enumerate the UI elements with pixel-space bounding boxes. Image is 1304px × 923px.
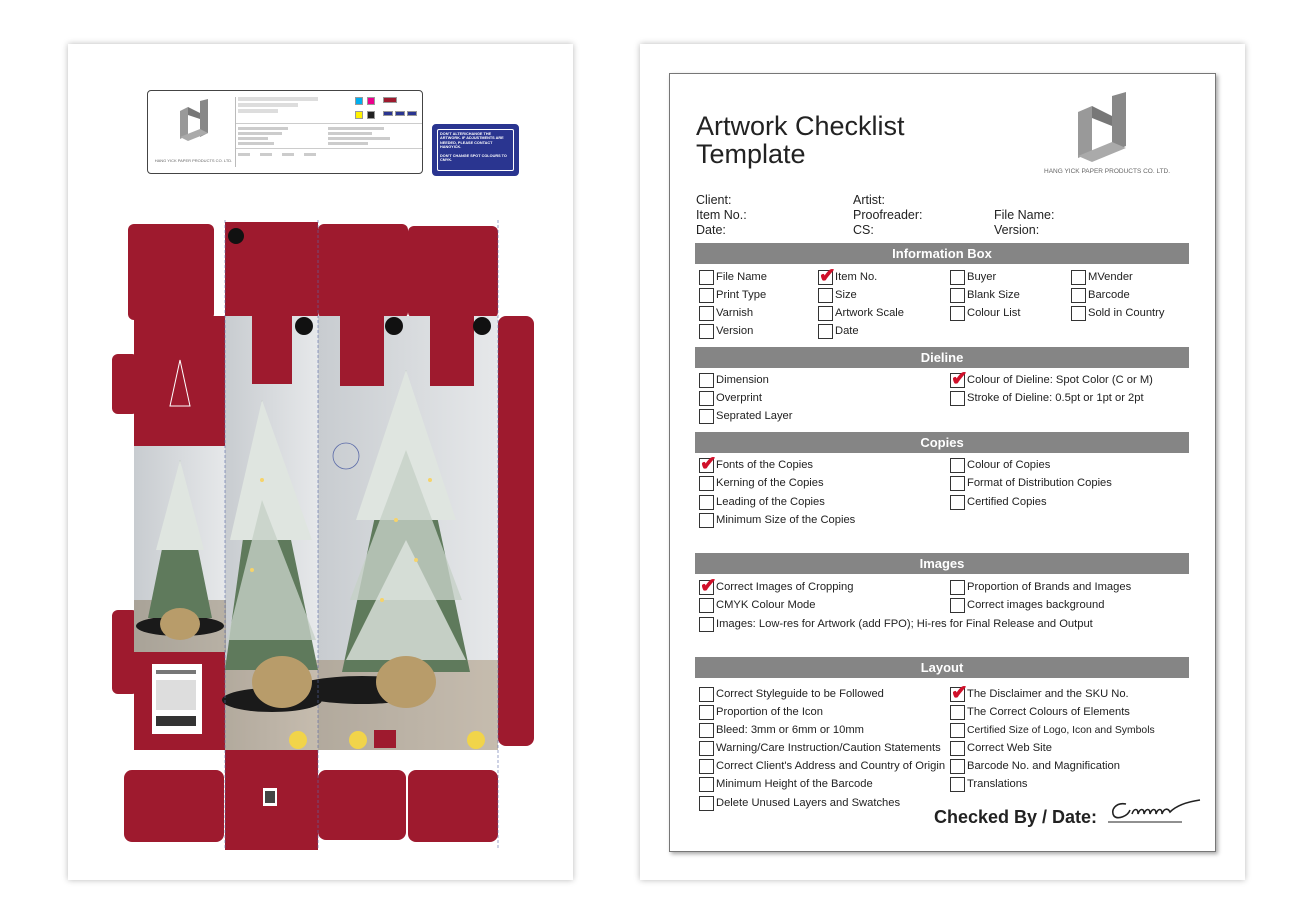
hang-tag-2: [340, 316, 384, 386]
check-label: Overprint: [716, 392, 763, 404]
checkbox[interactable]: [699, 598, 714, 613]
check-colour-of-copies[interactable]: [950, 457, 1050, 473]
check-label: Print Type: [716, 289, 767, 301]
bottom-flap-mid: [318, 770, 406, 840]
check-varnish[interactable]: [699, 305, 753, 321]
section-information-box: Information Box: [695, 243, 1189, 264]
side-panel-top: [134, 316, 226, 446]
check-label: Correct Web Site: [967, 742, 1052, 754]
checkbox[interactable]: [699, 687, 714, 702]
check-disclaimer-sku[interactable]: [950, 681, 1129, 704]
check-sold-in-country[interactable]: [1071, 305, 1165, 321]
checklist-document: [669, 73, 1216, 852]
check-label: The Correct Colours of Elements: [967, 706, 1130, 718]
check-label: Certified Copies: [967, 496, 1047, 508]
checkbox[interactable]: [950, 306, 965, 321]
top-flap-left: [128, 224, 214, 320]
checkbox[interactable]: [699, 306, 714, 321]
checkbox[interactable]: [699, 741, 714, 756]
cs-label: CS:: [853, 223, 874, 237]
job-details: [236, 123, 422, 149]
checkbox[interactable]: [950, 759, 965, 774]
check-mvender[interactable]: [1071, 269, 1133, 285]
check-label: The Disclaimer and the SKU No.: [967, 688, 1129, 700]
check-label: MVender: [1088, 271, 1133, 283]
check-label: Kerning of the Copies: [716, 477, 824, 489]
top-flap-right: [408, 226, 498, 318]
check-correct-web-site[interactable]: [950, 740, 1052, 756]
check-label: Blank Size: [967, 289, 1020, 301]
check-label: Certified Size of Logo, Icon and Symbols: [967, 724, 1155, 736]
checkbox[interactable]: [950, 367, 968, 390]
check-label: Version: [716, 325, 754, 337]
check-label: Leading of the Copies: [716, 496, 825, 508]
check-label: Format of Distribution Copies: [967, 477, 1112, 489]
checkbox[interactable]: [950, 391, 965, 406]
check-artwork-scale[interactable]: [818, 305, 904, 321]
check-label: Colour List: [967, 307, 1021, 319]
artwork-sheet: [68, 44, 573, 880]
section-copies: Copies: [695, 432, 1189, 453]
check-images-resolution[interactable]: [699, 616, 1093, 632]
check-file-name[interactable]: [699, 269, 767, 285]
bottom-flap-right: [408, 770, 498, 842]
check-overprint[interactable]: [699, 390, 762, 406]
check-minimum-height-barcode[interactable]: [699, 776, 873, 792]
check-barcode-magnification[interactable]: [950, 758, 1120, 774]
checkbox[interactable]: [1071, 306, 1086, 321]
artist-label: Artist:: [853, 193, 885, 207]
check-label: Size: [835, 289, 857, 301]
checkbox[interactable]: [818, 324, 833, 339]
check-warning-statements[interactable]: [699, 740, 941, 756]
checkbox[interactable]: [950, 495, 965, 510]
check-size[interactable]: [818, 287, 857, 303]
glue-flap: [498, 316, 534, 746]
check-certified-size-logo[interactable]: [950, 722, 1155, 738]
checkbox[interactable]: [950, 705, 965, 720]
checkbox[interactable]: [699, 495, 714, 510]
check-label: Proportion of the Icon: [716, 706, 823, 718]
logo-caption: HANG YICK PAPER PRODUCTS CO. LTD.: [1044, 168, 1171, 175]
checkbox[interactable]: [699, 796, 714, 811]
hang-tag-1: [252, 316, 292, 384]
top-flap-mid: [318, 224, 408, 318]
checkbox[interactable]: [950, 580, 965, 595]
checkbox[interactable]: [818, 306, 833, 321]
checkmark-icon: ✔: [700, 452, 717, 475]
checkbox[interactable]: [950, 598, 965, 613]
check-minimum-size-of-copies[interactable]: [699, 512, 855, 528]
check-correct-images-background[interactable]: [950, 597, 1104, 613]
check-label: Buyer: [967, 271, 997, 283]
file-info-text: [238, 97, 348, 113]
check-fonts-of-copies[interactable]: [699, 452, 814, 475]
checkbox[interactable]: [699, 705, 714, 720]
section-images: Images: [695, 553, 1189, 574]
check-dimension[interactable]: [699, 372, 769, 388]
check-date[interactable]: [818, 323, 859, 339]
check-barcode[interactable]: [1071, 287, 1130, 303]
check-bleed[interactable]: [699, 722, 864, 738]
checkbox[interactable]: [699, 759, 714, 774]
checkbox[interactable]: [699, 288, 714, 303]
check-label: Varnish: [716, 307, 754, 319]
checkbox[interactable]: [699, 452, 717, 475]
company-logo: [152, 97, 236, 167]
check-label: Images: Low-res for Artwork (add FPO); Hi-res for Final Release and Output: [716, 618, 1093, 630]
warning-text-1: DON'T ALTER/CHANGE THE ARTWORK. IF ADJUSTMENTS ARE NEEDED, PLEASE CONTACT HANGYICK.: [440, 132, 504, 150]
checkbox[interactable]: [950, 288, 965, 303]
check-leading-of-copies[interactable]: [699, 494, 825, 510]
checkbox[interactable]: [950, 723, 965, 738]
check-buyer[interactable]: [950, 269, 996, 285]
checkmark-icon: ✔: [819, 264, 836, 287]
check-translations[interactable]: [950, 776, 1028, 792]
check-correct-images-cropping[interactable]: [699, 574, 854, 597]
check-label: Correct Images of Cropping: [716, 581, 854, 593]
checkbox[interactable]: [699, 723, 714, 738]
check-label: Correct Client's Address and Country of Origin: [716, 760, 946, 772]
checkbox[interactable]: [1071, 270, 1086, 285]
checkbox[interactable]: [1071, 288, 1086, 303]
checked-by-label: Checked By / Date:: [934, 807, 1098, 827]
checkbox[interactable]: [699, 391, 714, 406]
check-label: Minimum Size of the Copies: [716, 514, 856, 526]
check-label: Dimension: [716, 374, 769, 386]
hang-tag-3: [430, 316, 474, 386]
checkbox[interactable]: [699, 513, 714, 528]
check-label: Seprated Layer: [716, 410, 793, 422]
check-styleguide[interactable]: [699, 686, 884, 702]
hy-logo-icon: [176, 99, 212, 143]
section-layout: Layout: [695, 657, 1189, 678]
check-label: Artwork Scale: [835, 307, 905, 319]
check-label: Warning/Care Instruction/Caution Statements: [716, 742, 941, 754]
check-print-type[interactable]: [699, 287, 766, 303]
signature-icon: [1106, 796, 1206, 826]
logo-caption: HANG YICK PAPER PRODUCTS CO. LTD.: [154, 158, 233, 163]
artwork-info-box: [147, 90, 423, 174]
checkbox[interactable]: [699, 409, 714, 424]
page-title: [696, 112, 956, 168]
check-label: Correct images background: [967, 599, 1105, 611]
bottom-flap-left: [124, 770, 224, 842]
checkbox[interactable]: [699, 777, 714, 792]
check-certified-copies[interactable]: [950, 494, 1047, 510]
warning-notice: [432, 124, 519, 176]
check-cmyk-colour-mode[interactable]: [699, 597, 815, 613]
checkbox[interactable]: [699, 617, 714, 632]
check-label: Minimum Height of the Barcode: [716, 778, 873, 790]
date-label: Date:: [696, 223, 726, 237]
colour-swatches: [353, 95, 419, 125]
item-no-label: Item No.:: [696, 208, 747, 222]
check-label: Colour of Copies: [967, 459, 1051, 471]
check-label: Date: [835, 325, 859, 337]
check-label: Bleed: 3mm or 6mm or 10mm: [716, 724, 864, 736]
check-label: Barcode No. and Magnification: [967, 760, 1120, 772]
checkbox[interactable]: [950, 777, 965, 792]
check-client-address[interactable]: [699, 758, 945, 774]
check-label: Stroke of Dieline: 0.5pt or 1pt or 2pt: [967, 392, 1144, 404]
title-line-2: Template: [696, 139, 806, 169]
checkbox[interactable]: [950, 458, 965, 473]
check-format-of-distribution-copies[interactable]: [950, 475, 1112, 491]
check-colour-of-dieline[interactable]: [950, 367, 1153, 390]
check-label: Delete Unused Layers and Swatches: [716, 797, 901, 809]
check-label: CMYK Colour Mode: [716, 599, 816, 611]
title-line-1: Artwork Checklist: [696, 111, 905, 141]
check-label: Proportion of Brands and Images: [967, 581, 1132, 593]
checkbox[interactable]: [699, 476, 714, 491]
checkbox[interactable]: [818, 264, 836, 287]
check-blank-size[interactable]: [950, 287, 1020, 303]
check-label: Barcode: [1088, 289, 1130, 301]
check-colour-list[interactable]: [950, 305, 1020, 321]
checkbox[interactable]: [699, 324, 714, 339]
check-correct-colours-elements[interactable]: [950, 704, 1130, 720]
check-label: Colour of Dieline: Spot Color (C or M): [967, 374, 1153, 386]
checkbox[interactable]: [950, 681, 968, 704]
checkbox[interactable]: [950, 741, 965, 756]
packaging-dieline: [112, 220, 538, 850]
check-label: Item No.: [835, 271, 878, 283]
checkmark-icon: ✔: [700, 574, 717, 597]
check-label: File Name: [716, 271, 767, 283]
section-dieline: Dieline: [695, 347, 1189, 368]
version-label: Version:: [994, 223, 1040, 237]
client-label: Client:: [696, 193, 732, 207]
checkmark-icon: ✔: [951, 367, 968, 390]
warning-text-2: DON'T CHANGE SPOT COLOURS TO CMYK.: [440, 153, 507, 163]
proofreader-label: Proofreader:: [853, 208, 923, 222]
checkbox[interactable]: [699, 373, 714, 388]
check-label: Sold in Country: [1088, 307, 1165, 319]
check-delete-unused-layers[interactable]: [699, 795, 900, 811]
check-label: Correct Styleguide to be Followed: [716, 688, 884, 700]
checkbox[interactable]: [699, 574, 717, 597]
check-label: Fonts of the Copies: [716, 459, 814, 471]
check-proportion-brands-images[interactable]: [950, 579, 1131, 595]
approval-row: [238, 153, 316, 156]
checkbox[interactable]: [818, 288, 833, 303]
checkbox[interactable]: [699, 270, 714, 285]
check-kerning-of-copies[interactable]: [699, 475, 824, 491]
check-item-no[interactable]: [818, 264, 878, 287]
checkbox[interactable]: [950, 476, 965, 491]
checkbox[interactable]: [950, 270, 965, 285]
checkmark-icon: ✔: [951, 681, 968, 704]
checklist-sheet: [640, 44, 1245, 880]
check-version[interactable]: [699, 323, 753, 339]
file-name-label: File Name:: [994, 208, 1055, 222]
check-seprated-layer[interactable]: [699, 408, 793, 424]
check-label: Translations: [967, 778, 1028, 790]
check-stroke-of-dieline[interactable]: [950, 390, 1144, 406]
check-proportion-icon[interactable]: [699, 704, 823, 720]
hy-logo-icon: [1040, 82, 1170, 182]
